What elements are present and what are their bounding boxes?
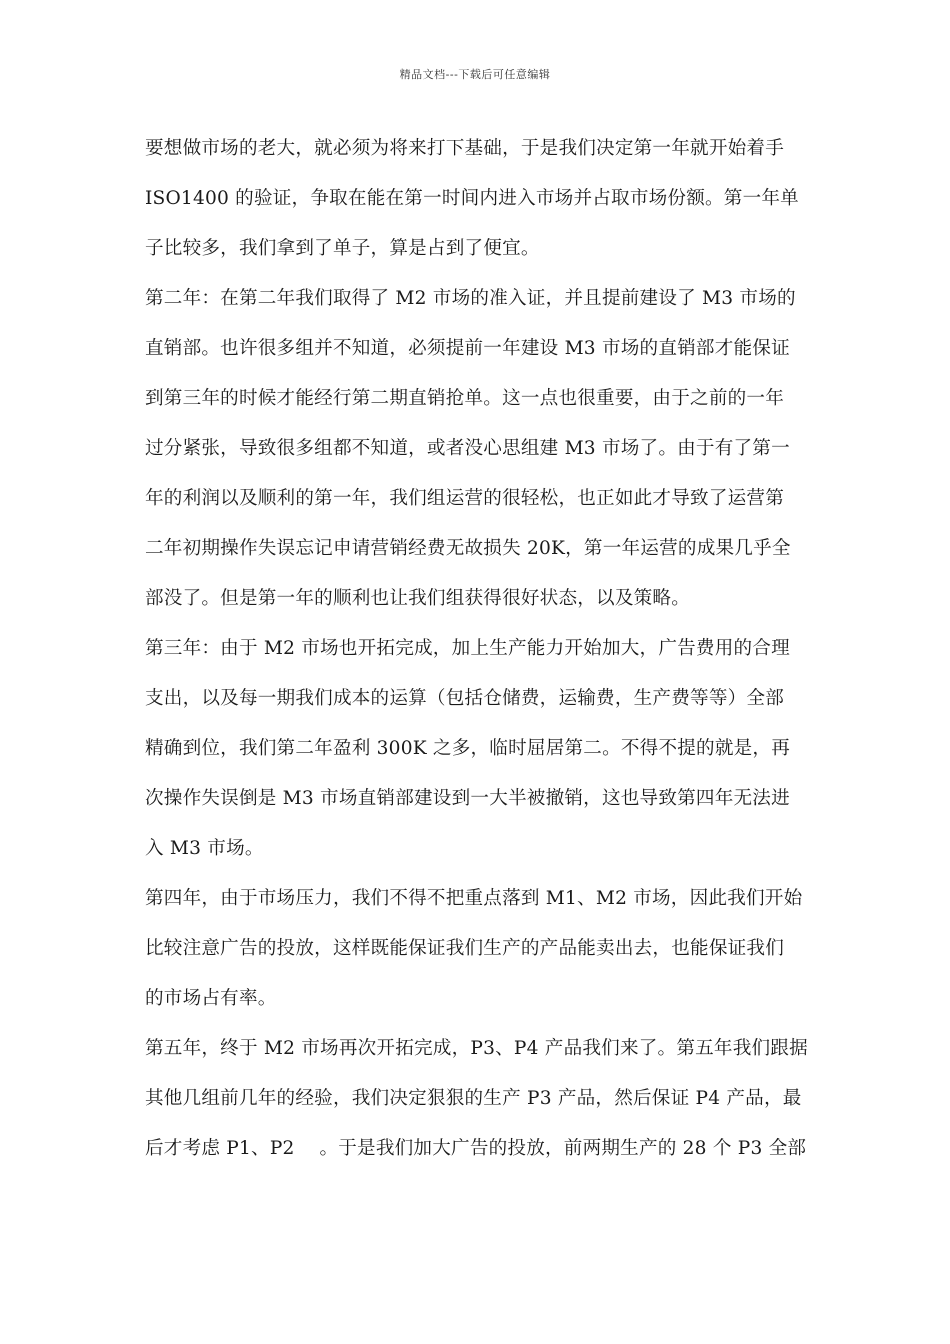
text-line: ISO1400 的验证，争取在能在第一时间内进入市场并占取市场份额。第一年单 bbox=[145, 188, 799, 209]
text-line: 第五年，终于 M2 市场再次开拓完成，P3、P4 产品我们来了。第五年我们跟据 bbox=[145, 1038, 808, 1059]
text-line: 后才考虑 P1、P2 。于是我们加大广告的投放，前两期生产的 28 个 P3 全部 bbox=[145, 1138, 807, 1159]
document-body bbox=[145, 131, 813, 1181]
page-header: 精品文档---下载后可任意编辑 bbox=[399, 68, 551, 81]
text-line: 子比较多，我们拿到了单子，算是占到了便宜。 bbox=[145, 238, 540, 259]
text-line: 入 M3 市场。 bbox=[145, 838, 264, 859]
text-line: 的市场占有率。 bbox=[145, 988, 277, 1009]
text-line: 精确到位，我们第二年盈利 300K 之多，临时屈居第二。不得不提的就是，再 bbox=[145, 738, 791, 759]
text-line: 其他几组前几年的经验，我们决定狠狠的生产 P3 产品，然后保证 P4 产品，最 bbox=[145, 1088, 802, 1109]
text-line: 第二年：在第二年我们取得了 M2 市场的准入证，并且提前建设了 M3 市场的 bbox=[145, 288, 796, 309]
text-line: 过分紧张，导致很多组都不知道，或者没心思组建 M3 市场了。由于有了第一 bbox=[145, 438, 790, 459]
text-line: 支出，以及每一期我们成本的运算（包括仓储费，运输费，生产费等等）全部 bbox=[145, 688, 784, 709]
text-line: 年的利润以及顺利的第一年，我们组运营的很轻松，也正如此才导致了运营第 bbox=[145, 488, 784, 509]
text-line: 二年初期操作失误忘记申请营销经费无故损失 20K，第一年运营的成果几乎全 bbox=[145, 538, 791, 559]
text-line: 直销部。也许很多组并不知道，必须提前一年建设 M3 市场的直销部才能保证 bbox=[145, 338, 790, 359]
text-line: 比较注意广告的投放，这样既能保证我们生产的产品能卖出去，也能保证我们 bbox=[145, 938, 784, 959]
text-line: 部没了。但是第一年的顺利也让我们组获得很好状态，以及策略。 bbox=[145, 588, 691, 609]
text-line: 次操作失误倒是 M3 市场直销部建设到一大半被撤销，这也导致第四年无法进 bbox=[145, 788, 790, 809]
text-line: 到第三年的时候才能经行第二期直销抢单。这一点也很重要，由于之前的一年 bbox=[145, 388, 784, 409]
text-line: 第三年：由于 M2 市场也开拓完成，加上生产能力开始加大，广告费用的合理 bbox=[145, 638, 790, 659]
text-line: 第四年，由于市场压力，我们不得不把重点落到 M1、M2 市场，因此我们开始 bbox=[145, 888, 803, 909]
text-line: 要想做市场的老大，就必须为将来打下基础，于是我们决定第一年就开始着手 bbox=[145, 138, 784, 159]
